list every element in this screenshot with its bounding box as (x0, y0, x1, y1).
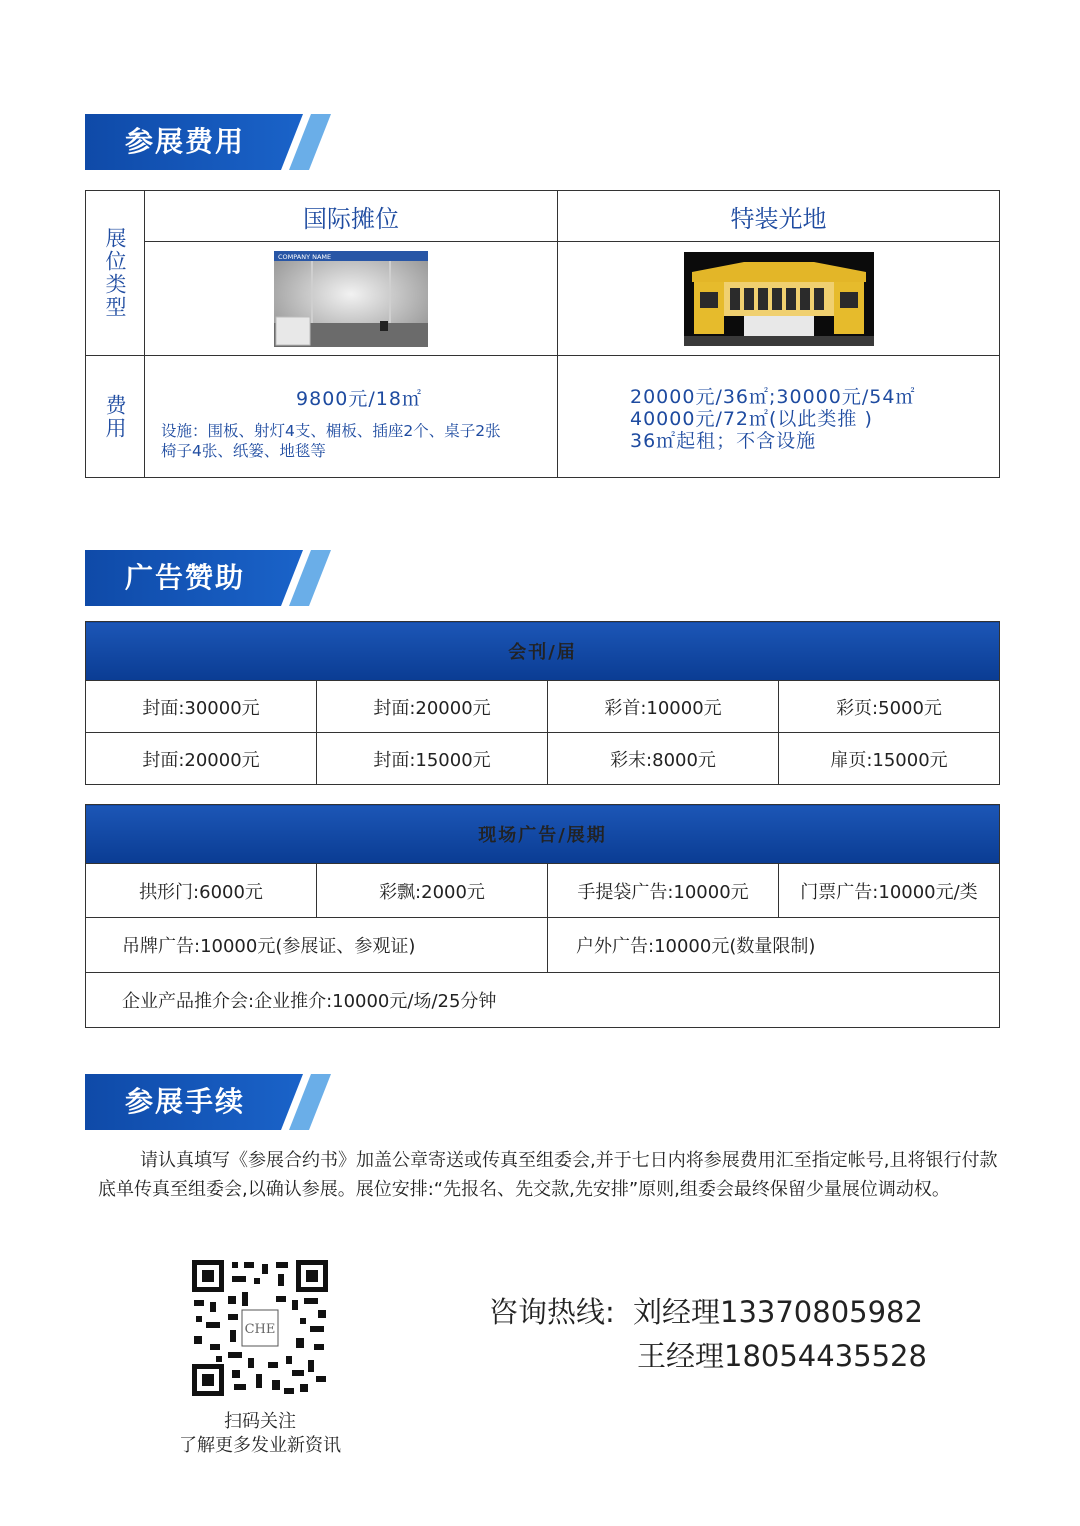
special-booth-image-cell (558, 242, 1000, 356)
booth-sign-text: COMPANY NAME (278, 252, 332, 261)
journal-ad-title: 会刊/届 (86, 622, 1000, 681)
journal-ad-cell: 彩页:5000元 (779, 681, 1000, 733)
standard-booth-image (274, 251, 428, 347)
section-banner-fees (85, 114, 335, 170)
international-booth-facility-line2: 椅子4张、纸篓、地毯等 (161, 442, 326, 460)
procedure-text: 请认真填写《参展合约书》加盖公章寄送或传真至组委会,并于七日内将参展费用汇至指定帐号,且将银行付款底单传真至组委会,以确认参展。展位安排:“先报名、先交款,先安排”原则,组委会最终保留少量展位调动权。 (98, 1150, 998, 1200)
section-banner-procedure (85, 1074, 335, 1130)
journal-ad-cell: 封面:15000元 (317, 733, 548, 785)
onsite-ad-cell: 彩飘:2000元 (317, 864, 548, 918)
special-booth-image (684, 252, 874, 346)
booth-image-cell (145, 242, 558, 356)
journal-ad-cell: 封面:20000元 (86, 733, 317, 785)
onsite-ad-title: 现场广告/展期 (86, 805, 1000, 864)
onsite-ad-cell: 户外广告:10000元(数量限制) (548, 918, 1000, 973)
section-title-procedure: 参展手续 (125, 1085, 246, 1118)
row-label-booth-type: 展位类型 (86, 191, 145, 356)
onsite-ad-cell: 手提袋广告:10000元 (548, 864, 779, 918)
journal-ad-cell: 彩首:10000元 (548, 681, 779, 733)
raw-space-price-line2: 40000元/72㎡(以此类推 ) (630, 408, 873, 430)
qr-caption-line1: 扫码关注 (224, 1411, 296, 1432)
journal-ad-cell: 彩末:8000元 (548, 733, 779, 785)
section-title-ads: 广告赞助 (125, 561, 246, 594)
journal-ad-cell: 封面:30000元 (86, 681, 317, 733)
international-booth-price: 9800元/18㎡ (296, 388, 422, 410)
journal-ad-cell: 扉页:15000元 (779, 733, 1000, 785)
contact-liu: 刘经理13370805982 (633, 1295, 923, 1329)
col-header-international-booth: 国际摊位 (145, 191, 558, 242)
raw-space-fee-cell (558, 356, 1000, 478)
hotline-label: 咨询热线: (489, 1295, 615, 1329)
onsite-ad-cell: 吊牌广告:10000元(参展证、参观证) (86, 918, 548, 973)
col-header-raw-space: 特装光地 (558, 191, 1000, 242)
qr-logo-text: CHE (244, 1322, 276, 1337)
raw-space-price-line1: 20000元/36㎡;30000元/54㎡ (630, 386, 916, 408)
onsite-ad-cell: 门票广告:10000元/类 (779, 864, 1000, 918)
international-booth-facility-line1: 设施：围板、射灯4支、楣板、插座2个、桌子2张 (161, 422, 501, 440)
qr-code (192, 1260, 328, 1396)
row-label-fee: 费用 (86, 356, 145, 478)
qr-caption-line2: 了解更多发业新资讯 (179, 1435, 341, 1456)
journal-ad-cell: 封面:20000元 (317, 681, 548, 733)
section-title-fees: 参展费用 (125, 125, 246, 158)
onsite-ad-cell: 拱形门:6000元 (86, 864, 317, 918)
section-banner-ads (85, 550, 335, 606)
onsite-ad-cell: 企业产品推介会:企业推介:10000元/场/25分钟 (86, 973, 1000, 1028)
raw-space-note: 36㎡起租；不含设施 (630, 430, 817, 452)
onsite-ad-table (85, 804, 1000, 1028)
fees-table (85, 190, 1000, 478)
contact-wang: 王经理18054435528 (637, 1339, 927, 1373)
qr-code-image (192, 1260, 328, 1396)
journal-ad-table (85, 621, 1000, 785)
international-booth-fee-cell (145, 356, 558, 478)
